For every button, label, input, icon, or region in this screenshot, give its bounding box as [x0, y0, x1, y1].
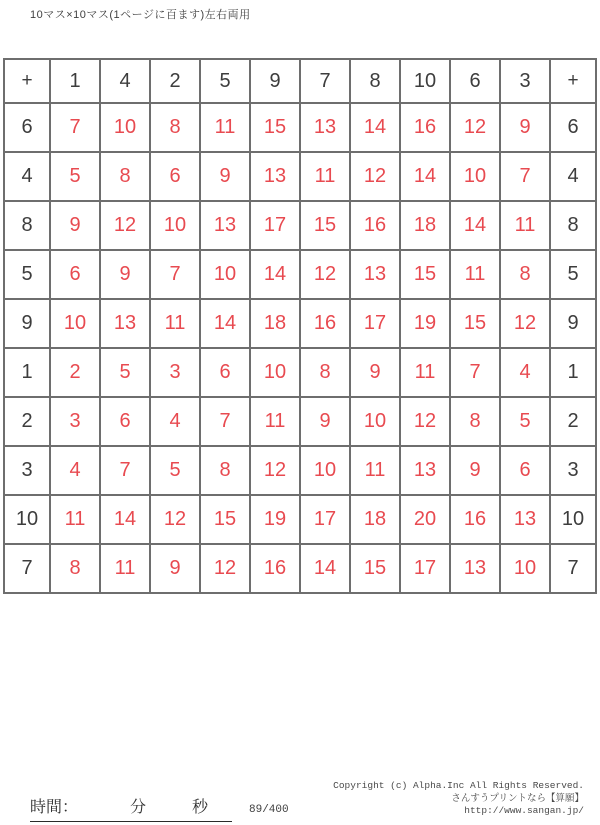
col-header-cell: 3	[500, 59, 550, 103]
time-entry-line	[30, 794, 232, 822]
answer-cell: 14	[450, 201, 500, 250]
answer-cell: 16	[250, 544, 300, 593]
minutes-label: 分	[130, 799, 147, 816]
answer-cell: 6	[200, 348, 250, 397]
answer-cell: 11	[100, 544, 150, 593]
answer-cell: 12	[200, 544, 250, 593]
answer-cell: 17	[300, 495, 350, 544]
row-header-cell: 2	[550, 397, 596, 446]
answer-cell: 8	[300, 348, 350, 397]
answer-cell: 14	[300, 544, 350, 593]
answer-cell: 3	[150, 348, 200, 397]
row-header-cell: 6	[550, 103, 596, 152]
copyright-block	[333, 780, 584, 818]
corner-cell: +	[550, 59, 596, 103]
col-header-cell: 5	[200, 59, 250, 103]
col-header-cell: 9	[250, 59, 300, 103]
answer-cell: 13	[500, 495, 550, 544]
answer-cell: 13	[400, 446, 450, 495]
answer-cell: 9	[150, 544, 200, 593]
answer-cell: 9	[50, 201, 100, 250]
row-header-cell: 10	[4, 495, 50, 544]
answer-cell: 9	[350, 348, 400, 397]
answer-cell: 8	[500, 250, 550, 299]
answer-cell: 9	[200, 152, 250, 201]
answer-cell: 10	[250, 348, 300, 397]
row-header-cell: 6	[4, 103, 50, 152]
answer-cell: 11	[250, 397, 300, 446]
answer-cell: 15	[300, 201, 350, 250]
answer-cell: 5	[500, 397, 550, 446]
answer-cell: 3	[50, 397, 100, 446]
answer-cell: 10	[50, 299, 100, 348]
answer-cell: 8	[50, 544, 100, 593]
copyright-line: さんすうプリントなら【算願】	[451, 792, 584, 804]
row-header-cell: 7	[550, 544, 596, 593]
answer-cell: 15	[350, 544, 400, 593]
page-title: 10マス×10マス(1ページに百ます)左右両用	[30, 9, 251, 21]
grid-row	[4, 201, 596, 250]
answer-cell: 10	[500, 544, 550, 593]
answer-cell: 10	[350, 397, 400, 446]
answer-cell: 13	[100, 299, 150, 348]
answer-cell: 12	[100, 201, 150, 250]
col-header-cell: 2	[150, 59, 200, 103]
answer-cell: 15	[450, 299, 500, 348]
answer-cell: 19	[250, 495, 300, 544]
col-header-cell: 7	[300, 59, 350, 103]
answer-cell: 14	[200, 299, 250, 348]
answer-cell: 12	[450, 103, 500, 152]
answer-cell: 16	[350, 201, 400, 250]
answer-cell: 7	[50, 103, 100, 152]
grid-row	[4, 446, 596, 495]
answer-cell: 10	[300, 446, 350, 495]
row-header-cell: 9	[4, 299, 50, 348]
answer-cell: 14	[350, 103, 400, 152]
answer-cell: 5	[100, 348, 150, 397]
answer-cell: 17	[250, 201, 300, 250]
grid-row	[4, 397, 596, 446]
row-header-cell: 1	[550, 348, 596, 397]
grid-row	[4, 152, 596, 201]
row-header-cell: 3	[550, 446, 596, 495]
grid-row	[4, 348, 596, 397]
corner-cell: +	[4, 59, 50, 103]
answer-cell: 13	[350, 250, 400, 299]
answer-cell: 8	[450, 397, 500, 446]
answer-cell: 9	[500, 103, 550, 152]
answer-cell: 7	[450, 348, 500, 397]
seconds-label: 秒	[192, 799, 209, 816]
time-label: 時間：	[30, 799, 79, 816]
col-header-cell: 8	[350, 59, 400, 103]
row-header-cell: 9	[550, 299, 596, 348]
answer-cell: 10	[100, 103, 150, 152]
row-header-cell: 2	[4, 397, 50, 446]
answer-cell: 9	[100, 250, 150, 299]
col-header-cell: 1	[50, 59, 100, 103]
answer-cell: 8	[200, 446, 250, 495]
answer-cell: 11	[150, 299, 200, 348]
answer-cell: 20	[400, 495, 450, 544]
row-header-cell: 7	[4, 544, 50, 593]
answer-cell: 10	[200, 250, 250, 299]
answer-cell: 10	[150, 201, 200, 250]
answer-cell: 6	[150, 152, 200, 201]
row-header-cell: 8	[4, 201, 50, 250]
answer-cell: 4	[150, 397, 200, 446]
answer-cell: 11	[450, 250, 500, 299]
answer-cell: 17	[350, 299, 400, 348]
answer-cell: 12	[400, 397, 450, 446]
answer-cell: 2	[50, 348, 100, 397]
answer-cell: 16	[400, 103, 450, 152]
answer-cell: 9	[300, 397, 350, 446]
answer-cell: 11	[400, 348, 450, 397]
answer-cell: 7	[100, 446, 150, 495]
answer-cell: 12	[300, 250, 350, 299]
answer-cell: 4	[50, 446, 100, 495]
answer-cell: 15	[250, 103, 300, 152]
answer-cell: 12	[500, 299, 550, 348]
answer-cell: 11	[200, 103, 250, 152]
grid-row	[4, 299, 596, 348]
answer-cell: 16	[450, 495, 500, 544]
answer-cell: 11	[350, 446, 400, 495]
answer-cell: 18	[350, 495, 400, 544]
row-header-cell: 8	[550, 201, 596, 250]
row-header-cell: 4	[4, 152, 50, 201]
answer-cell: 12	[150, 495, 200, 544]
answer-cell: 11	[500, 201, 550, 250]
answer-cell: 14	[400, 152, 450, 201]
answer-cell: 12	[350, 152, 400, 201]
col-header-cell: 6	[450, 59, 500, 103]
answer-cell: 17	[400, 544, 450, 593]
row-header-cell: 1	[4, 348, 50, 397]
answer-cell: 14	[100, 495, 150, 544]
answer-cell: 16	[300, 299, 350, 348]
answer-cell: 11	[50, 495, 100, 544]
grid-row	[4, 544, 596, 593]
answer-cell: 7	[150, 250, 200, 299]
answer-cell: 7	[200, 397, 250, 446]
answer-cell: 18	[250, 299, 300, 348]
row-header-cell: 3	[4, 446, 50, 495]
answer-cell: 7	[500, 152, 550, 201]
answer-cell: 6	[50, 250, 100, 299]
row-header-cell: 10	[550, 495, 596, 544]
answer-cell: 5	[150, 446, 200, 495]
answer-cell: 10	[450, 152, 500, 201]
row-header-cell: 4	[550, 152, 596, 201]
answer-cell: 19	[400, 299, 450, 348]
grid-row	[4, 495, 596, 544]
row-header-cell: 5	[4, 250, 50, 299]
answer-cell: 13	[300, 103, 350, 152]
col-header-cell: 4	[100, 59, 150, 103]
answer-cell: 6	[500, 446, 550, 495]
grid-row	[4, 250, 596, 299]
answer-cell: 5	[50, 152, 100, 201]
answer-cell: 15	[400, 250, 450, 299]
answer-cell: 11	[300, 152, 350, 201]
answer-cell: 13	[200, 201, 250, 250]
addition-grid	[3, 58, 597, 594]
copyright-url: http://www.sangan.jp/	[464, 805, 584, 816]
answer-cell: 14	[250, 250, 300, 299]
answer-cell: 13	[450, 544, 500, 593]
row-header-cell: 5	[550, 250, 596, 299]
answer-cell: 8	[150, 103, 200, 152]
col-header-cell: 10	[400, 59, 450, 103]
grid-row	[4, 103, 596, 152]
answer-cell: 6	[100, 397, 150, 446]
answer-cell: 4	[500, 348, 550, 397]
page-number: 89/400	[249, 804, 289, 816]
answer-cell: 13	[250, 152, 300, 201]
answer-cell: 9	[450, 446, 500, 495]
answer-cell: 12	[250, 446, 300, 495]
answer-cell: 8	[100, 152, 150, 201]
copyright-line: Copyright (c) Alpha.Inc All Rights Reserved.	[333, 780, 584, 791]
answer-cell: 15	[200, 495, 250, 544]
grid-header-row	[4, 59, 596, 103]
answer-cell: 18	[400, 201, 450, 250]
